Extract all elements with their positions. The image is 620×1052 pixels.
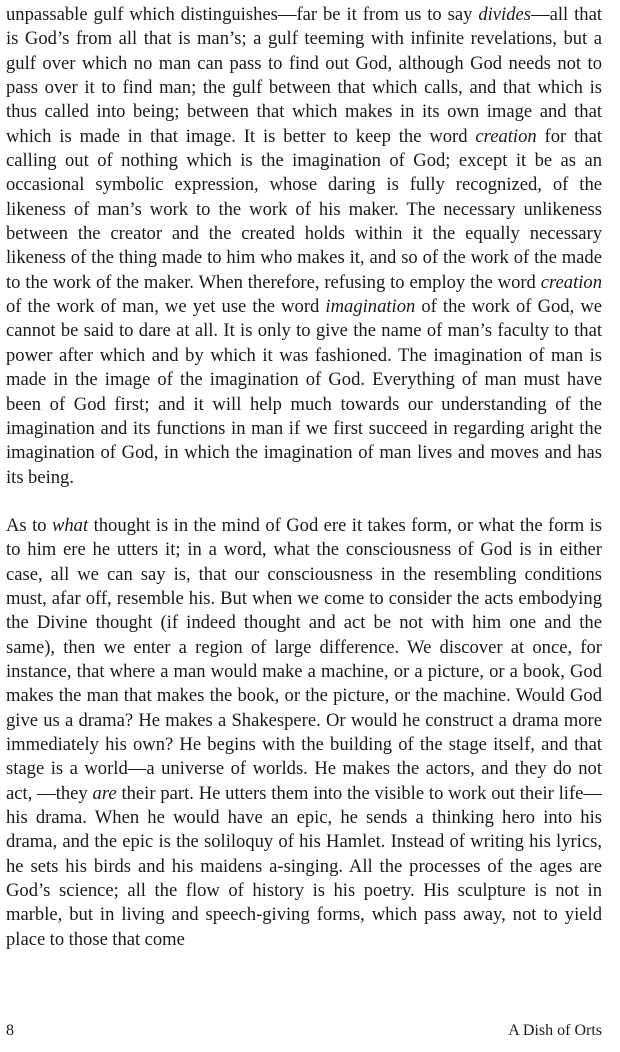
running-title: A Dish of Orts <box>508 1022 602 1039</box>
text-run: As to <box>6 514 52 536</box>
text-run: of the work of God, we cannot be said to dare at all. It is only to give the name of man’s faculty to that power after which and by which it was fashioned. The imagination of man is made in the image of the imagination of God. Everything of man must have been of God first; and it will help much towards our understanding of the imagination and its functions in man if we first succeed in regarding aright the imagination of God, in which the imagination of man lives and moves and has its being. <box>6 296 602 488</box>
italic-emphasis: creation <box>540 271 602 293</box>
paragraph <box>6 3 602 490</box>
body-text <box>6 3 602 952</box>
page-footer <box>6 1022 602 1044</box>
text-run: of the work of man, we yet use the word <box>6 296 326 318</box>
text-run: for that calling out of nothing which is the imagination of God; except it be as an occasional symbolic expression, whose daring is fully recognized, of the likeness of man’s work to the work of his maker. The necessary unlikeness between the creator and the created holds within it the equally necessary likeness of the thing made to him who makes it, and so of the work of the made to the work of the maker. When therefore, refusing to employ the word <box>6 125 602 293</box>
paragraph <box>6 514 602 952</box>
italic-emphasis: creation <box>475 125 537 147</box>
text-run: thought is in the mind of God ere it takes form, or what the form is to him ere he utters it; in a word, what the consciousness of God is in either case, all we can say is, that our consciousness in the resembling conditions must, afar off, resemble his. But when we come to consider the acts embodying the Divine thought (if indeed thought and act be not with him one and the same), then we enter a region of large difference. We discover at once, for instance, that where a man would make a machine, or a picture, or a book, God makes the man that makes the book, or the picture, or the machine. Would God give us a drama? He makes a Shakespere. Or would he construct a drama more immediately his own? He begins with the building of the stage itself, and that stage is a world—a universe of worlds. He makes the actors, and they do not act, —they <box>6 514 602 804</box>
italic-emphasis: imagination <box>325 296 416 318</box>
text-run: their part. He utters them into the visible to work out their life—his drama. When he would have an epic, he sends a thinking hero into his drama, and the epic is the soliloquy of his Hamlet. Instead of writing his lyrics, he sets his birds and his maidens a-singing. All the processes of the ages are God’s science; all the flow of history is his poetry. His sculpture is not in marble, but in living and speech-giving forms, which pass away, not to yield place to those that come <box>6 782 603 950</box>
italic-emphasis: what <box>51 514 89 536</box>
italic-emphasis: divides <box>478 4 532 25</box>
text-run: unpassable gulf which distinguishes—far be it from us to say <box>6 4 479 25</box>
text-run: —all that is God’s from all that is man’s; a gulf teeming with infinite revelations, but a gulf over which no man can pass to find out God, although God needs not to pass over it to find man; the gulf between that which calls, and that which is thus called into being; between that which makes in its own image and that which is made in that image. It is better to keep the word <box>6 4 602 147</box>
page-number: 8 <box>6 1022 14 1039</box>
italic-emphasis: are <box>92 782 117 804</box>
